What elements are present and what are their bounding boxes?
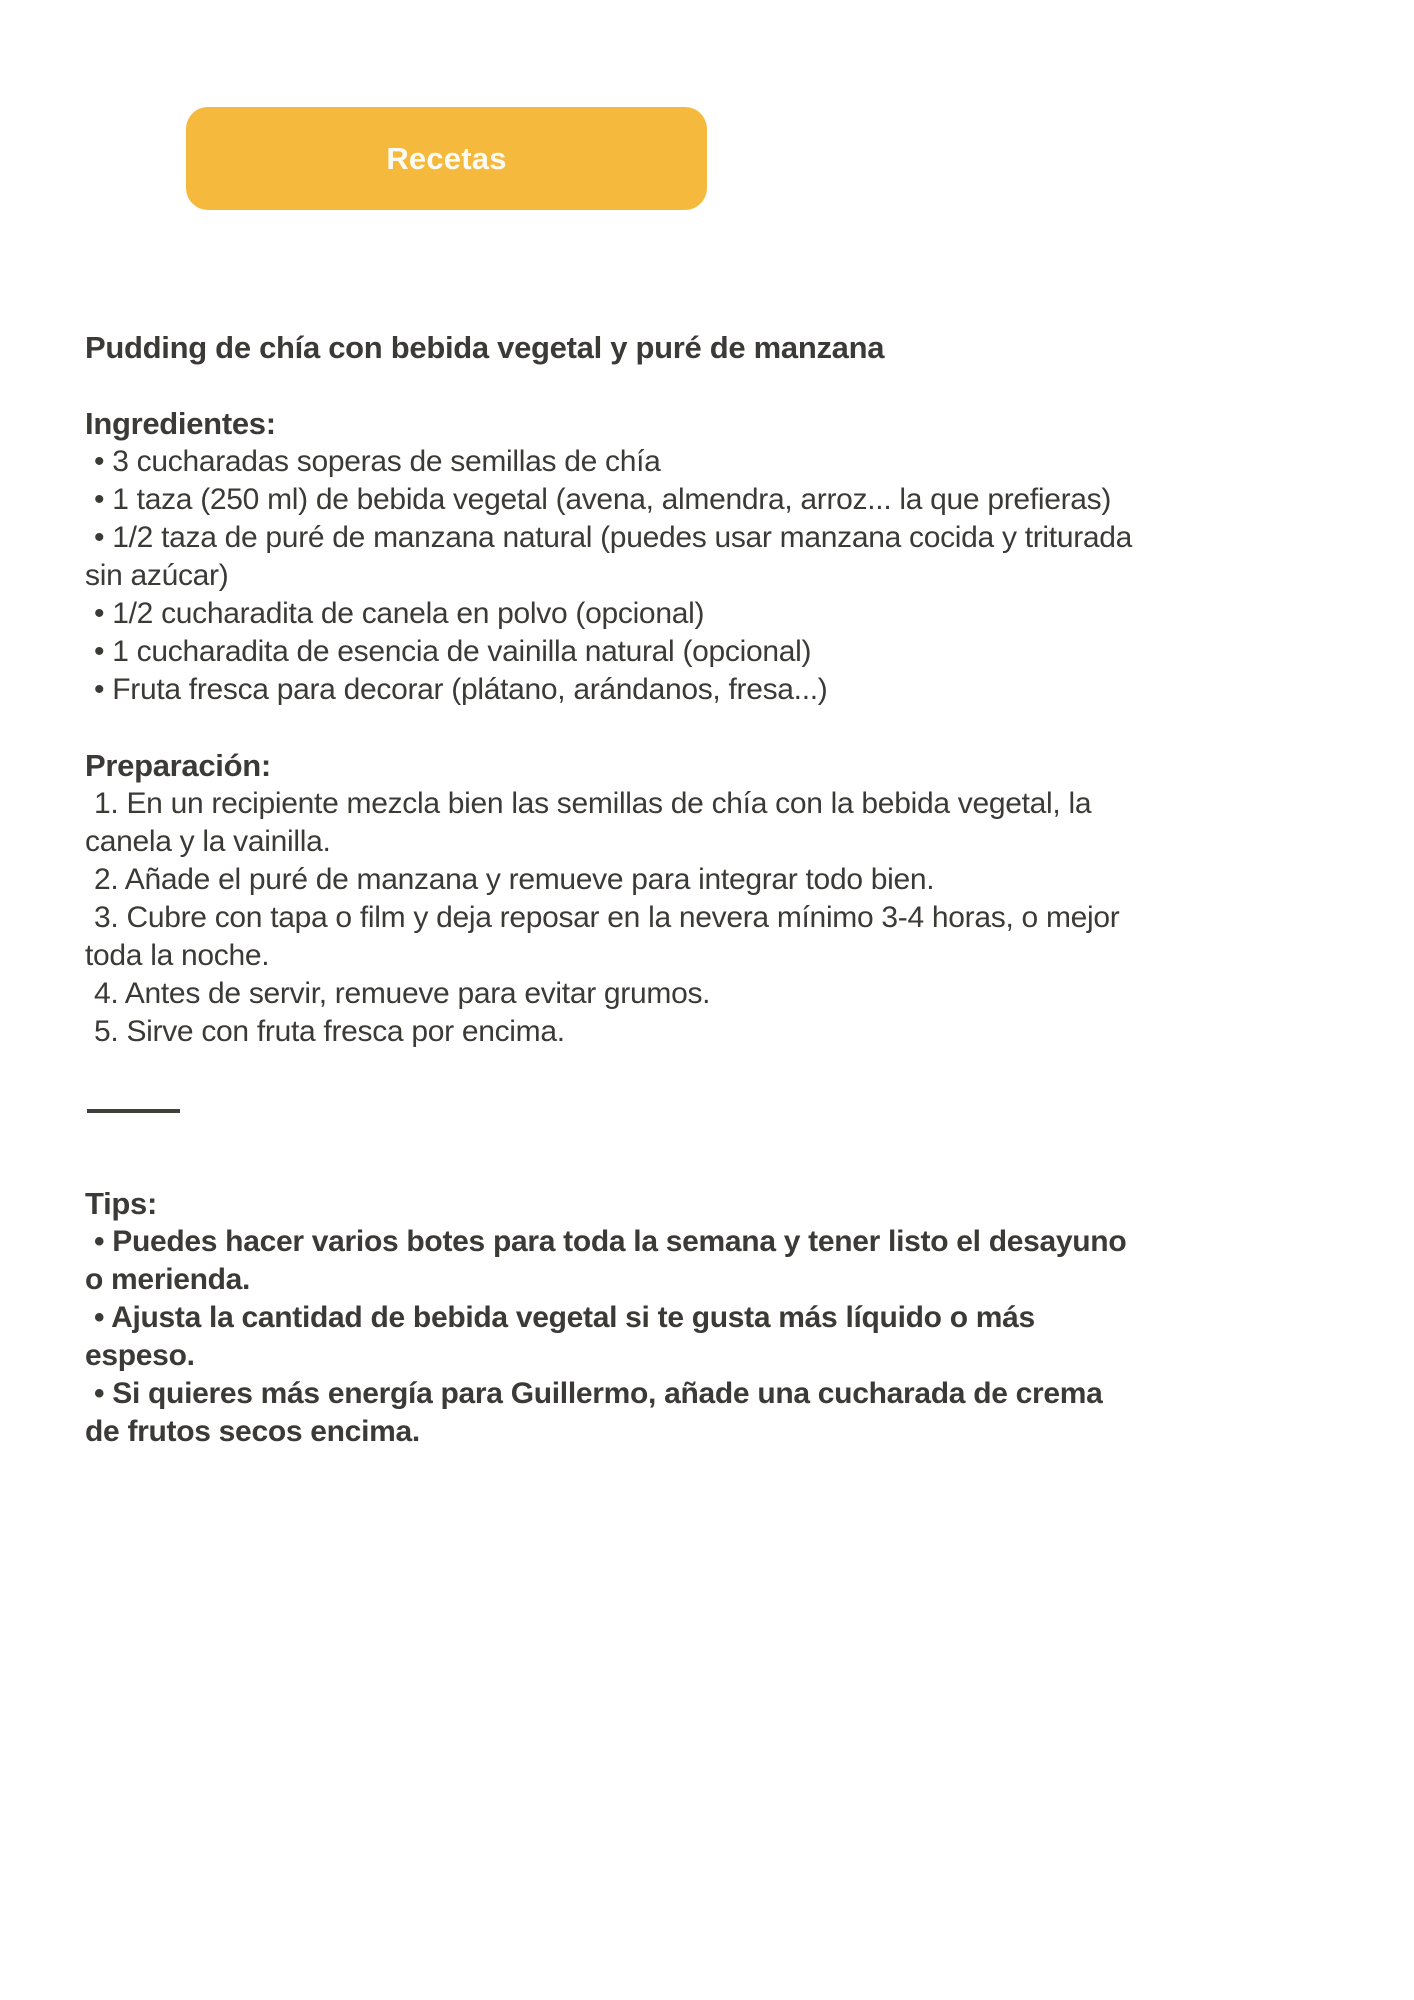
list-item-line: 3. Cubre con tapa o film y deja reposar en la nevera mínimo 3-4 horas, o mejor (94, 901, 1120, 934)
list-item-line: • 1/2 taza de puré de manzana natural (puedes usar manzana cocida y triturada (94, 521, 1133, 554)
list-item-line: 2. Añade el puré de manzana y remueve para integrar todo bien. (94, 863, 935, 896)
tip-item-line: • Si quieres más energía para Guillermo, añade una cucharada de crema (94, 1377, 1103, 1410)
list-item-continuation: sin azúcar) (85, 559, 229, 592)
tip-item-continuation: de frutos secos encima. (85, 1415, 420, 1448)
section-heading: Preparación: (85, 748, 271, 783)
list-item-line: • 1 taza (250 ml) de bebida vegetal (avena, almendra, arroz... la que prefieras) (94, 483, 1112, 516)
list-item-line: • 1 cucharadita de esencia de vainilla natural (opcional) (94, 635, 812, 668)
text-divider (85, 1109, 1265, 1147)
tip-item-continuation: o merienda. (85, 1263, 251, 1296)
line-spacer (85, 1051, 1265, 1089)
tip-item-line: • Puedes hacer varios botes para toda la semana y tener listo el desayuno (94, 1225, 1127, 1258)
recetas-button-label: Recetas (386, 140, 507, 176)
line-spacer (85, 1147, 1265, 1185)
line-spacer (85, 709, 1265, 747)
list-item-line: 5. Sirve con fruta fresca por encima. (94, 1015, 565, 1048)
list-item-line: 4. Antes de servir, remueve para evitar grumos. (94, 977, 711, 1010)
list-item-line: • 1/2 cucharadita de canela en polvo (opcional) (94, 597, 705, 630)
list-item-line: • 3 cucharadas soperas de semillas de chía (94, 445, 661, 478)
list-item-line: • Fruta fresca para decorar (plátano, arándanos, fresa...) (94, 673, 828, 706)
recetas-button[interactable] (186, 107, 707, 210)
section-heading: Ingredientes: (85, 406, 276, 441)
line-spacer (85, 367, 1265, 405)
tip-item-continuation: espeso. (85, 1339, 195, 1372)
divider-bar (87, 1109, 180, 1113)
list-item-line: 1. En un recipiente mezcla bien las semillas de chía con la bebida vegetal, la (94, 787, 1092, 820)
list-item-continuation: canela y la vainilla. (85, 825, 331, 858)
recipe-title: Pudding de chía con bebida vegetal y puré de manzana (85, 330, 885, 365)
list-item-continuation: toda la noche. (85, 939, 270, 972)
recipe-content (85, 329, 1265, 1451)
section-heading: Tips: (85, 1186, 157, 1221)
tip-item-line: • Ajusta la cantidad de bebida vegetal si te gusta más líquido o más (94, 1301, 1035, 1334)
